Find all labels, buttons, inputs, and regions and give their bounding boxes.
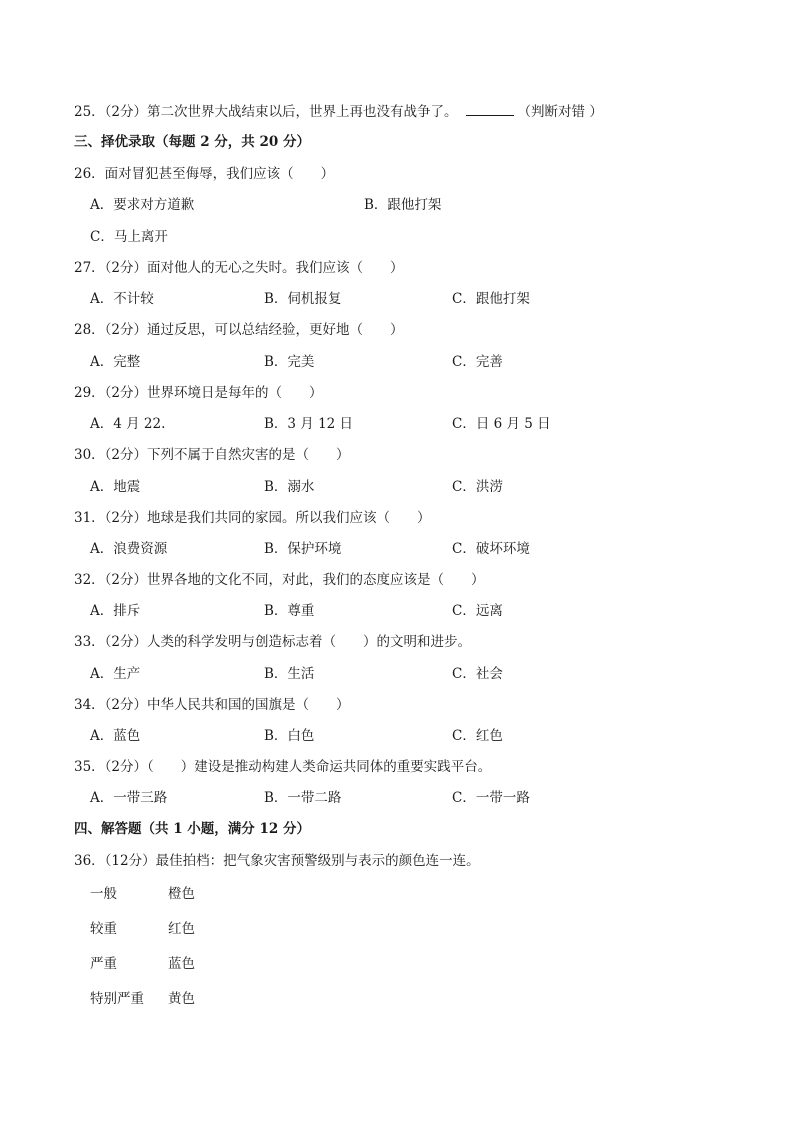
answer-blank bbox=[466, 102, 514, 116]
color-4: 黄色 bbox=[168, 991, 195, 1007]
option-31-a: A．浪费资源 bbox=[90, 541, 168, 557]
option-35-c: C．一带一路 bbox=[452, 790, 530, 806]
option-30-a: A．地震 bbox=[90, 479, 141, 495]
color-2: 红色 bbox=[168, 921, 195, 937]
option-31-c: C．破坏环境 bbox=[452, 541, 530, 557]
option-26-b: B．跟他打架 bbox=[364, 197, 442, 213]
question-28: 28．（2分）通过反思，可以总结经验，更好地（ ） bbox=[74, 322, 404, 338]
question-25-text: 25．（2分）第二次世界大战结束以后，世界上再也没有战争了。 bbox=[74, 104, 458, 120]
option-28-b: B．完美 bbox=[264, 354, 315, 370]
option-34-a: A．蓝色 bbox=[90, 728, 141, 744]
question-35: 35．（2分）（ ）建设是推动构建人类命运共同体的重要实践平台。 bbox=[74, 759, 492, 775]
warning-level-3: 严重 bbox=[90, 956, 117, 972]
option-30-b: B．溺水 bbox=[264, 479, 315, 495]
option-33-a: A．生产 bbox=[90, 666, 141, 682]
question-26: 26．面对冒犯甚至侮辱，我们应该（ ） bbox=[74, 166, 335, 182]
section-3-heading: 三、择优录取（每题 2 分，共 20 分） bbox=[74, 134, 310, 150]
option-28-c: C．完善 bbox=[452, 354, 503, 370]
section-4-heading: 四、解答题（共 1 小题，满分 12 分） bbox=[74, 821, 310, 837]
option-33-c: C．社会 bbox=[452, 666, 503, 682]
question-30: 30．（2分）下列不属于自然灾害的是（ ） bbox=[74, 447, 350, 463]
option-34-c: C．红色 bbox=[452, 728, 503, 744]
option-29-b: B．3 月 12 日 bbox=[264, 416, 354, 432]
option-35-a: A．一带三路 bbox=[90, 790, 168, 806]
question-32: 32．（2分）世界各地的文化不同，对此，我们的态度应该是（ ） bbox=[74, 572, 485, 588]
warning-level-4: 特别严重 bbox=[90, 991, 144, 1007]
option-26-a: A．要求对方道歉 bbox=[90, 197, 195, 213]
option-28-a: A．完整 bbox=[90, 354, 141, 370]
question-25-tail: （判断对错 ） bbox=[517, 104, 603, 120]
warning-level-1: 一般 bbox=[90, 886, 117, 902]
color-1: 橙色 bbox=[168, 886, 195, 902]
question-33: 33．（2分）人类的科学发明与创造标志着（ ）的文明和进步。 bbox=[74, 634, 472, 650]
option-32-a: A．排斥 bbox=[90, 603, 141, 619]
question-27: 27．（2分）面对他人的无心之失时。我们应该（ ） bbox=[74, 260, 404, 276]
option-34-b: B．白色 bbox=[264, 728, 315, 744]
option-35-b: B．一带二路 bbox=[264, 790, 342, 806]
question-29: 29．（2分）世界环境日是每年的（ ） bbox=[74, 385, 323, 401]
option-26-c: C．马上离开 bbox=[90, 229, 168, 245]
option-30-c: C．洪涝 bbox=[452, 479, 503, 495]
question-31: 31．（2分）地球是我们共同的家园。所以我们应该（ ） bbox=[74, 510, 431, 526]
option-27-a: A．不计较 bbox=[90, 291, 154, 307]
question-25 bbox=[74, 102, 603, 121]
question-34: 34．（2分）中华人民共和国的国旗是（ ） bbox=[74, 697, 350, 713]
option-32-c: C．远离 bbox=[452, 603, 503, 619]
warning-level-2: 较重 bbox=[90, 921, 117, 937]
option-29-a: A．4 月 22. bbox=[90, 416, 166, 432]
option-31-b: B．保护环境 bbox=[264, 541, 342, 557]
question-36: 36．（12分）最佳拍档：把气象灾害预警级别与表示的颜色连一连。 bbox=[74, 853, 480, 869]
option-27-c: C．跟他打架 bbox=[452, 291, 530, 307]
option-27-b: B．伺机报复 bbox=[264, 291, 342, 307]
option-33-b: B．生活 bbox=[264, 666, 315, 682]
color-3: 蓝色 bbox=[168, 956, 195, 972]
option-29-c: C．日 6 月 5 日 bbox=[452, 416, 551, 432]
option-32-b: B．尊重 bbox=[264, 603, 315, 619]
